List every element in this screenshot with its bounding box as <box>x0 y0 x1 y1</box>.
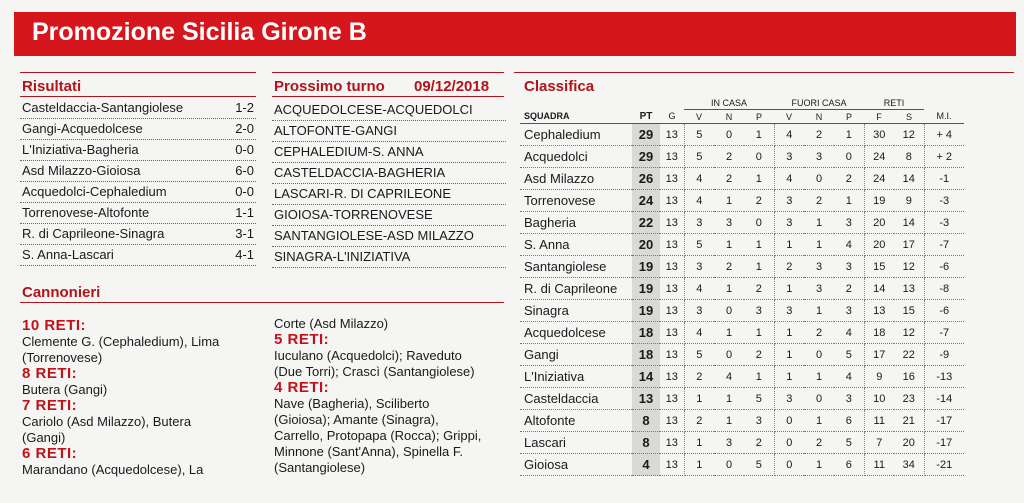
result-score: 6-0 <box>235 163 254 178</box>
scorers-title: Cannonieri <box>22 284 101 301</box>
stat-cell: 4 <box>684 168 714 190</box>
next-round-match: ALTOFONTE-GANGI <box>272 120 506 142</box>
result-score: 1-1 <box>235 205 254 220</box>
stat-cell: 4 <box>834 234 864 256</box>
column-header: N <box>714 110 744 124</box>
standings-row <box>520 366 964 388</box>
stat-cell: 13 <box>660 322 684 344</box>
stat-cell: 9 <box>864 366 894 388</box>
standings-top-rule <box>514 72 1014 73</box>
scorer-names: Corte (Asd Milazzo) <box>274 316 389 331</box>
standings-row <box>520 124 964 146</box>
next-round-date: 09/12/2018 <box>414 78 490 95</box>
team-points: 22 <box>632 212 660 234</box>
stat-cell: 9 <box>894 190 924 212</box>
stat-cell: 0 <box>714 454 744 476</box>
stat-cell: 1 <box>774 322 804 344</box>
standings-row <box>520 388 964 410</box>
standings-table <box>520 96 964 476</box>
team-name: Altofonte <box>520 410 632 432</box>
stat-cell: 0 <box>774 454 804 476</box>
stat-cell: 3 <box>804 146 834 168</box>
result-row <box>20 160 256 182</box>
stat-cell: -17 <box>924 432 964 454</box>
stat-cell: 2 <box>744 278 774 300</box>
stat-cell: 2 <box>744 432 774 454</box>
stat-cell: 1 <box>744 366 774 388</box>
stat-cell: 0 <box>714 300 744 322</box>
stat-cell: 5 <box>744 388 774 410</box>
standings-row <box>520 410 964 432</box>
stat-cell: 1 <box>804 410 834 432</box>
stat-cell: 6 <box>834 454 864 476</box>
next-round-title: Prossimo turno <box>274 78 385 95</box>
stat-cell: -21 <box>924 454 964 476</box>
result-match: Torrenovese-Altofonte <box>22 205 150 220</box>
header-banner <box>14 12 1016 56</box>
stat-cell: 3 <box>774 146 804 168</box>
page-title: Promozione Sicilia Girone B <box>32 18 367 46</box>
scorers-rule <box>20 302 504 303</box>
result-match: Gangi-Acquedolcese <box>22 121 143 136</box>
team-name: S. Anna <box>520 234 632 256</box>
standings-row <box>520 278 964 300</box>
stat-cell: 7 <box>864 432 894 454</box>
scorer-names: (Gioiosa); Amante (Sinagra), <box>274 412 439 427</box>
result-score: 0-0 <box>235 184 254 199</box>
scorer-names: Carrello, Protopapa (Rocca); Grippi, <box>274 428 482 443</box>
team-points: 29 <box>632 124 660 146</box>
goals-heading: 5 RETI: <box>274 331 330 348</box>
result-match: S. Anna-Lascari <box>22 247 114 262</box>
stat-cell: 1 <box>714 388 744 410</box>
stat-cell: 13 <box>660 432 684 454</box>
stat-cell: 1 <box>744 124 774 146</box>
standings-row <box>520 234 964 256</box>
stat-cell: 0 <box>774 432 804 454</box>
stat-cell: 1 <box>744 256 774 278</box>
stat-cell: 1 <box>804 212 834 234</box>
stat-cell: 1 <box>684 454 714 476</box>
team-name: Bagheria <box>520 212 632 234</box>
goals-heading: 10 RETI: <box>22 317 87 334</box>
team-name: L'Iniziativa <box>520 366 632 388</box>
scorer-names: Marandano (Acquedolcese), La <box>22 462 204 477</box>
stat-cell: 5 <box>834 432 864 454</box>
stat-cell: 13 <box>660 388 684 410</box>
results-title: Risultati <box>22 78 82 95</box>
stat-cell: 0 <box>804 168 834 190</box>
team-name: Santangiolese <box>520 256 632 278</box>
scorer-names: Nave (Bagheria), Sciliberto <box>274 396 430 411</box>
stat-cell: 5 <box>684 146 714 168</box>
standings-row <box>520 146 964 168</box>
stat-cell: 14 <box>864 278 894 300</box>
column-header: V <box>774 110 804 124</box>
stat-cell: 24 <box>864 168 894 190</box>
result-row <box>20 118 256 140</box>
standings-header-row <box>520 110 964 124</box>
result-row <box>20 244 256 266</box>
stat-cell: 13 <box>660 124 684 146</box>
result-row <box>20 202 256 224</box>
stat-cell: 13 <box>894 278 924 300</box>
stat-cell: -7 <box>924 234 964 256</box>
standings-row <box>520 344 964 366</box>
standings-row <box>520 322 964 344</box>
team-points: 24 <box>632 190 660 212</box>
stat-cell: 24 <box>864 146 894 168</box>
results-top-rule <box>20 72 256 73</box>
result-score: 1-2 <box>235 100 254 115</box>
stat-cell: 22 <box>894 344 924 366</box>
column-header: F <box>864 110 894 124</box>
stat-cell: 4 <box>834 366 864 388</box>
result-match: Asd Milazzo-Gioiosa <box>22 163 141 178</box>
column-header: N <box>804 110 834 124</box>
standings-row <box>520 256 964 278</box>
standings-row <box>520 168 964 190</box>
stat-cell: 3 <box>744 410 774 432</box>
stat-cell: + 2 <box>924 146 964 168</box>
team-points: 20 <box>632 234 660 256</box>
result-row <box>20 139 256 161</box>
team-name: Lascari <box>520 432 632 454</box>
team-points: 19 <box>632 256 660 278</box>
stat-cell: 15 <box>864 256 894 278</box>
stat-cell: 12 <box>894 322 924 344</box>
next-round-match: SANTANGIOLESE-ASD MILAZZO <box>272 225 506 247</box>
stat-cell: 1 <box>834 190 864 212</box>
stat-cell: 13 <box>660 234 684 256</box>
stat-cell: 1 <box>804 234 834 256</box>
result-match: Acquedolci-Cephaledium <box>22 184 167 199</box>
stat-cell: 1 <box>684 388 714 410</box>
team-name: Asd Milazzo <box>520 168 632 190</box>
stat-cell: 13 <box>660 344 684 366</box>
goals-heading: 7 RETI: <box>22 397 78 414</box>
away-group-header: FUORI CASA <box>774 96 864 110</box>
stat-cell: 3 <box>804 256 834 278</box>
team-points: 8 <box>632 432 660 454</box>
stat-cell: 1 <box>774 234 804 256</box>
stat-cell: 1 <box>804 300 834 322</box>
stat-cell: 1 <box>684 432 714 454</box>
stat-cell: 1 <box>804 454 834 476</box>
stat-cell: -1 <box>924 168 964 190</box>
stat-cell: 2 <box>804 124 834 146</box>
team-name: Sinagra <box>520 300 632 322</box>
stat-cell: 10 <box>864 388 894 410</box>
stat-cell: 4 <box>684 322 714 344</box>
column-header: SQUADRA <box>520 110 632 124</box>
stat-cell: 3 <box>774 388 804 410</box>
goals-heading: 4 RETI: <box>274 379 330 396</box>
stat-cell: 16 <box>894 366 924 388</box>
stat-cell: -13 <box>924 366 964 388</box>
stat-cell: 20 <box>864 234 894 256</box>
stat-cell: 2 <box>714 256 744 278</box>
scorers-column-1 <box>22 318 267 478</box>
stat-cell: 21 <box>894 410 924 432</box>
stat-cell: 2 <box>744 344 774 366</box>
stat-cell: + 4 <box>924 124 964 146</box>
stat-cell: 3 <box>684 212 714 234</box>
team-points: 18 <box>632 322 660 344</box>
stat-cell: 11 <box>864 454 894 476</box>
stat-cell: 3 <box>774 190 804 212</box>
team-points: 29 <box>632 146 660 168</box>
stat-cell: 2 <box>834 168 864 190</box>
stat-cell: 13 <box>660 410 684 432</box>
stat-cell: -6 <box>924 256 964 278</box>
result-row <box>20 181 256 203</box>
stat-cell: 12 <box>894 124 924 146</box>
stat-cell: 3 <box>834 388 864 410</box>
stat-cell: 1 <box>834 124 864 146</box>
stat-cell: 1 <box>714 278 744 300</box>
stat-cell: 13 <box>864 300 894 322</box>
scorer-names: Cariolo (Asd Milazzo), Butera <box>22 414 192 429</box>
team-name: Gioiosa <box>520 454 632 476</box>
stat-cell: 8 <box>894 146 924 168</box>
stat-cell: 3 <box>684 300 714 322</box>
scorer-names: (Due Torri); Crascì (Santangiolese) <box>274 364 475 379</box>
team-points: 13 <box>632 388 660 410</box>
scorer-names: (Gangi) <box>22 430 66 445</box>
stat-cell: 12 <box>894 256 924 278</box>
stat-cell: 2 <box>774 256 804 278</box>
stat-cell: 13 <box>660 256 684 278</box>
stat-cell: 4 <box>774 124 804 146</box>
next-round-match: ACQUEDOLCESE-ACQUEDOLCI <box>272 99 506 121</box>
stat-cell: -9 <box>924 344 964 366</box>
stat-cell: 13 <box>660 168 684 190</box>
stat-cell: 2 <box>714 146 744 168</box>
result-score: 3-1 <box>235 226 254 241</box>
stat-cell: 23 <box>894 388 924 410</box>
stat-cell: -6 <box>924 300 964 322</box>
stat-cell: 13 <box>660 300 684 322</box>
stat-cell: 2 <box>834 278 864 300</box>
scorer-names: (Torrenovese) <box>22 350 103 365</box>
stat-cell: 0 <box>744 146 774 168</box>
standings-row <box>520 432 964 454</box>
next-round-match: CASTELDACCIA-BAGHERIA <box>272 162 506 184</box>
result-match: R. di Caprileone-Sinagra <box>22 226 165 241</box>
stat-cell: 20 <box>864 212 894 234</box>
stat-cell: -3 <box>924 190 964 212</box>
stat-cell: 13 <box>660 146 684 168</box>
stat-cell: 5 <box>684 344 714 366</box>
stat-cell: 30 <box>864 124 894 146</box>
stat-cell: 0 <box>714 344 744 366</box>
stat-cell: 3 <box>774 300 804 322</box>
stat-cell: 5 <box>684 124 714 146</box>
stat-cell: -7 <box>924 322 964 344</box>
stat-cell: 1 <box>774 366 804 388</box>
team-points: 19 <box>632 300 660 322</box>
result-match: L'Iniziativa-Bagheria <box>22 142 139 157</box>
stat-cell: 0 <box>804 388 834 410</box>
stat-cell: 1 <box>804 366 834 388</box>
standings-row <box>520 212 964 234</box>
stat-cell: 19 <box>864 190 894 212</box>
standings-row <box>520 190 964 212</box>
next-round-match: GIOIOSA-TORRENOVESE <box>272 204 506 226</box>
stat-cell: 17 <box>864 344 894 366</box>
team-name: Torrenovese <box>520 190 632 212</box>
standings-row <box>520 454 964 476</box>
stat-cell: 18 <box>864 322 894 344</box>
stat-cell: 2 <box>744 190 774 212</box>
stat-cell: 1 <box>744 234 774 256</box>
stat-cell: 2 <box>804 190 834 212</box>
stat-cell: -3 <box>924 212 964 234</box>
stat-cell: 0 <box>774 410 804 432</box>
scorer-names: Iuculano (Acquedolci); Raveduto <box>274 348 462 363</box>
stat-cell: 1 <box>744 322 774 344</box>
column-header: P <box>744 110 774 124</box>
stat-cell: 2 <box>804 322 834 344</box>
stat-cell: 4 <box>834 322 864 344</box>
stat-cell: 0 <box>744 212 774 234</box>
team-points: 19 <box>632 278 660 300</box>
stat-cell: 2 <box>714 168 744 190</box>
stat-cell: -8 <box>924 278 964 300</box>
result-score: 2-0 <box>235 121 254 136</box>
scorer-names: (Santangiolese) <box>274 460 366 475</box>
team-name: Cephaledium <box>520 124 632 146</box>
stat-cell: 3 <box>804 278 834 300</box>
goals-group-header: RETI <box>864 96 924 110</box>
result-match: Casteldaccia-Santangiolese <box>22 100 184 115</box>
next-round-match: CEPHALEDIUM-S. ANNA <box>272 141 506 163</box>
standings-title: Classifica <box>524 78 595 95</box>
stat-cell: -17 <box>924 410 964 432</box>
goals-heading: 6 RETI: <box>22 445 78 462</box>
stat-cell: 4 <box>714 366 744 388</box>
column-header: G <box>660 110 684 124</box>
result-row <box>20 97 256 119</box>
stat-cell: 13 <box>660 278 684 300</box>
team-points: 8 <box>632 410 660 432</box>
team-points: 4 <box>632 454 660 476</box>
team-name: Gangi <box>520 344 632 366</box>
stat-cell: 1 <box>714 190 744 212</box>
column-header: S <box>894 110 924 124</box>
stat-cell: 20 <box>894 432 924 454</box>
stat-cell: 3 <box>714 432 744 454</box>
stat-cell: 6 <box>834 410 864 432</box>
column-header: P <box>834 110 864 124</box>
result-score: 0-0 <box>235 142 254 157</box>
stat-cell: 3 <box>684 256 714 278</box>
team-name: Casteldaccia <box>520 388 632 410</box>
stat-cell: 3 <box>714 212 744 234</box>
stat-cell: 5 <box>834 344 864 366</box>
stat-cell: 13 <box>660 366 684 388</box>
stat-cell: -14 <box>924 388 964 410</box>
goals-heading: 8 RETI: <box>22 365 78 382</box>
stat-cell: 1 <box>714 410 744 432</box>
stat-cell: 4 <box>684 190 714 212</box>
stat-cell: 0 <box>804 344 834 366</box>
stat-cell: 3 <box>834 300 864 322</box>
stat-cell: 1 <box>714 234 744 256</box>
stat-cell: 13 <box>660 454 684 476</box>
stat-cell: 1 <box>774 344 804 366</box>
standings-row <box>520 300 964 322</box>
team-points: 26 <box>632 168 660 190</box>
stat-cell: 0 <box>714 124 744 146</box>
next-round-match: LASCARI-R. DI CAPRILEONE <box>272 183 506 205</box>
stat-cell: 15 <box>894 300 924 322</box>
scorer-names: Minnone (Sant'Anna), Spinella F. <box>274 444 463 459</box>
stat-cell: 3 <box>834 256 864 278</box>
stat-cell: 14 <box>894 168 924 190</box>
scorer-names: Clemente G. (Cephaledium), Lima <box>22 334 220 349</box>
next-round-top-rule <box>272 72 504 73</box>
team-name: R. di Caprileone <box>520 278 632 300</box>
team-name: Acquedolcese <box>520 322 632 344</box>
stat-cell: 34 <box>894 454 924 476</box>
scorer-names: Butera (Gangi) <box>22 382 108 397</box>
stat-cell: 14 <box>894 212 924 234</box>
stat-cell: 2 <box>804 432 834 454</box>
result-score: 4-1 <box>235 247 254 262</box>
result-row <box>20 223 256 245</box>
stat-cell: 17 <box>894 234 924 256</box>
stat-cell: 1 <box>774 278 804 300</box>
stat-cell: 0 <box>834 146 864 168</box>
stat-cell: 4 <box>774 168 804 190</box>
column-header: PT <box>632 110 660 124</box>
stat-cell: 3 <box>774 212 804 234</box>
column-header: V <box>684 110 714 124</box>
next-round-match: SINAGRA-L'INIZIATIVA <box>272 246 506 268</box>
team-points: 14 <box>632 366 660 388</box>
home-group-header: IN CASA <box>684 96 774 110</box>
stat-cell: 2 <box>684 366 714 388</box>
stat-cell: 2 <box>684 410 714 432</box>
next-round-bottom-rule <box>272 96 504 97</box>
stat-cell: 3 <box>834 212 864 234</box>
stat-cell: 13 <box>660 212 684 234</box>
team-points: 18 <box>632 344 660 366</box>
stat-cell: 5 <box>684 234 714 256</box>
stat-cell: 1 <box>714 322 744 344</box>
scorers-column-2 <box>274 316 509 476</box>
stat-cell: 4 <box>684 278 714 300</box>
stat-cell: 3 <box>744 300 774 322</box>
stat-cell: 5 <box>744 454 774 476</box>
team-name: Acquedolci <box>520 146 632 168</box>
stat-cell: 1 <box>744 168 774 190</box>
stat-cell: 11 <box>864 410 894 432</box>
column-header: M.I. <box>924 110 964 124</box>
stat-cell: 13 <box>660 190 684 212</box>
